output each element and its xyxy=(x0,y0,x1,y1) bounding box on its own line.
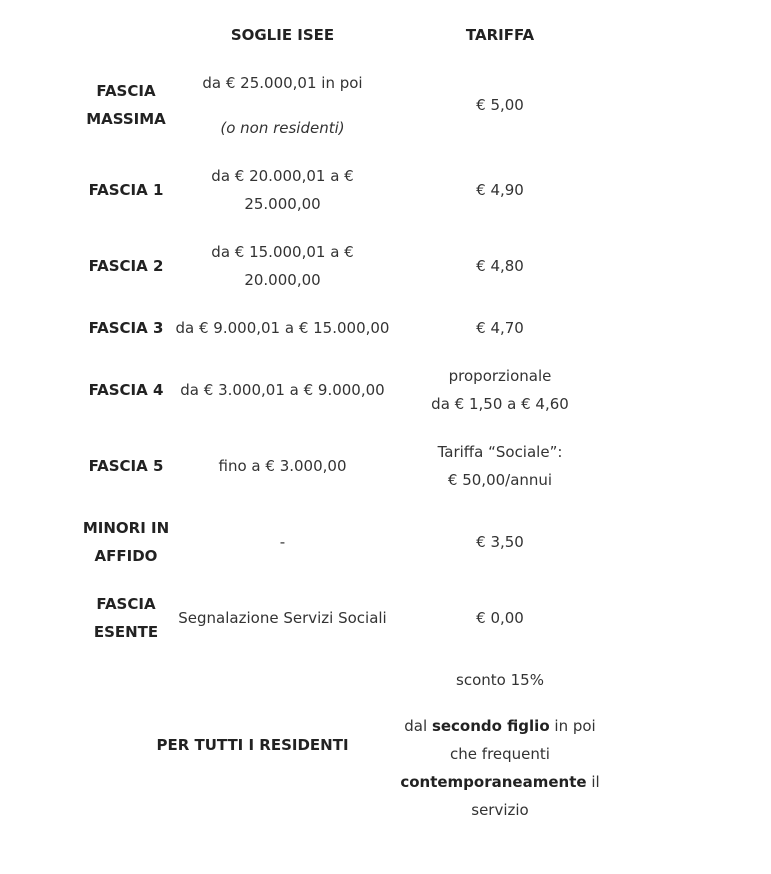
tariffa-fascia-esente: € 0,00 xyxy=(476,609,524,627)
soglia-fascia-1 xyxy=(175,162,390,218)
label-line-1: FASCIA xyxy=(96,82,156,100)
soglia-fascia-2 xyxy=(175,238,390,294)
header-soglie-isee: SOGLIE ISEE xyxy=(230,26,335,44)
soglia-line-1: da € 15.000,01 a € xyxy=(211,243,354,261)
desc-line-3: contemporaneamente il xyxy=(400,773,600,791)
row-label-fascia-1: FASCIA 1 xyxy=(88,181,164,199)
tariffa-line-1: proporzionale xyxy=(448,367,552,385)
soglia-minori-in-affido: - xyxy=(279,533,286,551)
soglia-fascia-massima: da € 25.000,01 in poi xyxy=(202,74,363,92)
desc-line-4: servizio xyxy=(471,801,529,819)
label-line-2: MASSIMA xyxy=(86,110,166,128)
row-label-fascia-3: FASCIA 3 xyxy=(88,319,164,337)
tariffa-fascia-1: € 4,90 xyxy=(476,181,524,199)
header-tariffa: TARIFFA xyxy=(465,26,535,44)
soglia-fascia-4: da € 3.000,01 a € 9.000,00 xyxy=(180,381,385,399)
tariffa-fascia-massima: € 5,00 xyxy=(476,96,524,114)
soglia-line-2: 25.000,00 xyxy=(244,195,321,213)
row-label-fascia-esente xyxy=(78,590,174,646)
tariffa-fascia-2: € 4,80 xyxy=(476,257,524,275)
soglia-line-2: 20.000,00 xyxy=(244,271,321,289)
tariffa-line-2: da € 1,50 a € 4,60 xyxy=(431,395,569,413)
soglia-fascia-esente: Segnalazione Servizi Sociali xyxy=(178,609,387,627)
tariffa-fascia-5 xyxy=(400,438,600,494)
soglia-note-non-residenti: (o non residenti) xyxy=(220,119,345,137)
tariffa-fascia-3: € 4,70 xyxy=(476,319,524,337)
sconto-description xyxy=(395,712,605,824)
row-label-fascia-massima xyxy=(78,77,174,133)
soglia-fascia-3: da € 9.000,01 a € 15.000,00 xyxy=(175,319,390,337)
label-line-1: FASCIA xyxy=(96,595,156,613)
row-label-per-tutti-i-residenti: PER TUTTI I RESIDENTI xyxy=(156,736,349,754)
row-label-minori-in-affido xyxy=(72,514,180,570)
desc-line-1: dal secondo figlio in poi xyxy=(404,717,596,735)
label-line-2: AFFIDO xyxy=(94,547,158,565)
label-line-1: MINORI IN xyxy=(82,519,170,537)
soglia-line-1: da € 20.000,01 a € xyxy=(211,167,354,185)
tariffa-fascia-4 xyxy=(400,362,600,418)
tariffa-line-2: € 50,00/annui xyxy=(447,471,553,489)
soglia-fascia-5: fino a € 3.000,00 xyxy=(218,457,347,475)
row-label-fascia-4: FASCIA 4 xyxy=(88,381,164,399)
desc-line-2: che frequenti xyxy=(450,745,550,763)
sconto-text: sconto 15% xyxy=(456,671,544,689)
row-label-fascia-5: FASCIA 5 xyxy=(88,457,164,475)
label-line-2: ESENTE xyxy=(93,623,159,641)
tariffa-minori-in-affido: € 3,50 xyxy=(476,533,524,551)
row-label-fascia-2: FASCIA 2 xyxy=(88,257,164,275)
tariffa-line-1: Tariffa “Sociale”: xyxy=(437,443,563,461)
